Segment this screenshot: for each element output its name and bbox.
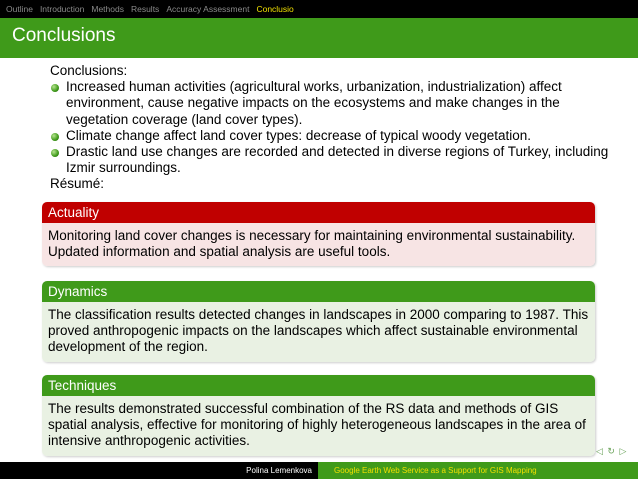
actuality-block [42,202,595,266]
list-item: Increased human activities (agricultural works, urbanization, industrialization) affect environment, cause negative impacts on the ecosystems and make changes in the vegetation coverage (land cover types). [50,79,610,128]
block-title: Dynamics [42,281,595,302]
nav-item-methods[interactable]: Methods [91,4,124,14]
nav-item-outline[interactable]: Outline [6,4,33,14]
conclusions-heading: Conclusions: [50,63,128,78]
bullet-ball-icon [51,149,59,157]
footer [0,462,638,479]
nav-item-conclusions[interactable]: Conclusio [256,4,294,14]
conclusions-text [50,63,610,193]
block-title: Techniques [42,375,595,396]
techniques-block [42,375,595,456]
bullet-ball-icon [51,133,59,141]
slide-title: Conclusions [12,25,116,46]
conclusions-list [50,79,610,176]
footer-talk-title: Google Earth Web Service as a Support for GIS Mapping [318,462,638,479]
block-title: Actuality [42,202,595,223]
nav-item-introduction[interactable]: Introduction [39,4,85,14]
dynamics-block [42,281,595,362]
list-item: Drastic land use changes are recorded and detected in diverse regions of Turkey, including Izmir surroundings. [50,144,610,176]
footer-author: Polina Lemenkova [246,466,312,475]
block-body: The results demonstrated successful combination of the RS data and methods of GIS spatial analysis, effective for monitoring of highly heterogeneous landscapes in the area of intensive anthropogenic activities. [42,396,595,456]
navigation-controls-icon[interactable]: ◁ ↻ ▷ [596,446,628,456]
block-body: Monitoring land cover changes is necessary for maintaining environmental sustainability. Updated information and spatial analysis are useful tools. [42,223,595,266]
nav-item-accuracy-assessment[interactable]: Accuracy Assessment [166,4,250,14]
bullet-ball-icon [51,84,59,92]
title-bar [0,18,638,58]
resume-heading: Résumé: [50,176,105,192]
section-navigation [0,0,638,18]
nav-item-results[interactable]: Results [130,4,160,14]
block-body: The classification results detected changes in landscapes in 2000 comparing to 1987. This proved anthropogenic impacts on the landscapes which affect sustainable environmental development of the region. [42,302,595,362]
list-item: Climate change affect land cover types: decrease of typical woody vegetation. [50,128,610,144]
